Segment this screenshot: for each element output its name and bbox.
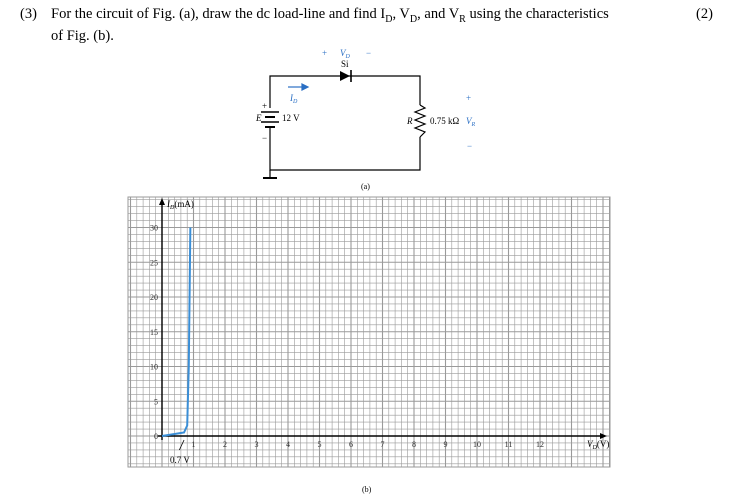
- x-tick-label: 9: [443, 440, 448, 449]
- question-marks: (2): [696, 6, 713, 22]
- y-axis-label: $I_D(mA)$: [167, 199, 194, 211]
- vr-label: $V_R$: [466, 116, 476, 128]
- y-tick-label: 5: [154, 397, 158, 407]
- question-line1: For the circuit of Fig. (a), draw the dc load-line and find I: [51, 6, 386, 22]
- resistor-label: R: [407, 116, 413, 126]
- vr-plus-sign: +: [466, 93, 472, 103]
- x-tick-label: 5: [317, 440, 322, 449]
- question-sep2: , and V: [417, 6, 460, 22]
- x-tick-label: 11: [504, 440, 513, 449]
- sub-r: R: [459, 13, 466, 25]
- circuit-wires: [270, 76, 420, 170]
- x-tick-label: 2: [223, 440, 227, 449]
- knee-voltage-label: 0.7 V: [170, 455, 190, 465]
- question-number: (3): [20, 6, 37, 22]
- sub-d-2: D: [409, 13, 418, 25]
- x-tick-label: 6: [349, 440, 353, 449]
- question-line2: of Fig. (b).: [51, 27, 114, 44]
- circuit-caption: (a): [361, 182, 370, 191]
- x-tick-label: 12: [536, 440, 544, 449]
- graph-caption: (b): [362, 485, 372, 494]
- y-tick-label: 0: [154, 432, 158, 441]
- y-tick-label: 15: [150, 327, 158, 337]
- question-line1-end: using the characteristics: [465, 6, 609, 22]
- circuit-diagram: [261, 76, 425, 178]
- resistor-zigzag: [415, 105, 425, 137]
- x-tick-label: 10: [473, 440, 481, 449]
- vr-minus-sign: −: [467, 141, 473, 151]
- diode-symbol: [340, 70, 351, 82]
- y-tick-label: 10: [150, 362, 158, 372]
- x-tick-label: 3: [254, 440, 259, 449]
- current-arrow: [288, 84, 308, 90]
- source-value: 12 V: [282, 113, 300, 123]
- y-tick-label: 20: [150, 293, 158, 302]
- diode-material-label: Si: [341, 59, 349, 69]
- source-label: E: [256, 113, 262, 123]
- x-tick-label: 1: [191, 440, 196, 449]
- battery-minus-sign: −: [262, 133, 268, 143]
- resistor-value: 0.75 kΩ: [430, 116, 460, 126]
- diode-plus-sign: +: [322, 48, 328, 58]
- current-label: $I_D$: [290, 93, 298, 105]
- diode-minus-sign: −: [366, 48, 372, 58]
- x-tick-label: 8: [412, 440, 416, 449]
- question-sep1: , V: [392, 6, 410, 22]
- diode-voltage-label: $V_D$: [340, 48, 350, 60]
- x-axis-label: $V_D(V)$: [587, 439, 610, 451]
- x-tick-label: 4: [286, 440, 290, 449]
- x-tick-label: 7: [380, 440, 385, 449]
- y-tick-label: 25: [150, 258, 158, 268]
- sub-d-1: D: [385, 13, 393, 25]
- battery-plus-sign: +: [262, 101, 268, 111]
- graph-grid: [128, 197, 610, 467]
- y-tick-label: 30: [150, 223, 158, 233]
